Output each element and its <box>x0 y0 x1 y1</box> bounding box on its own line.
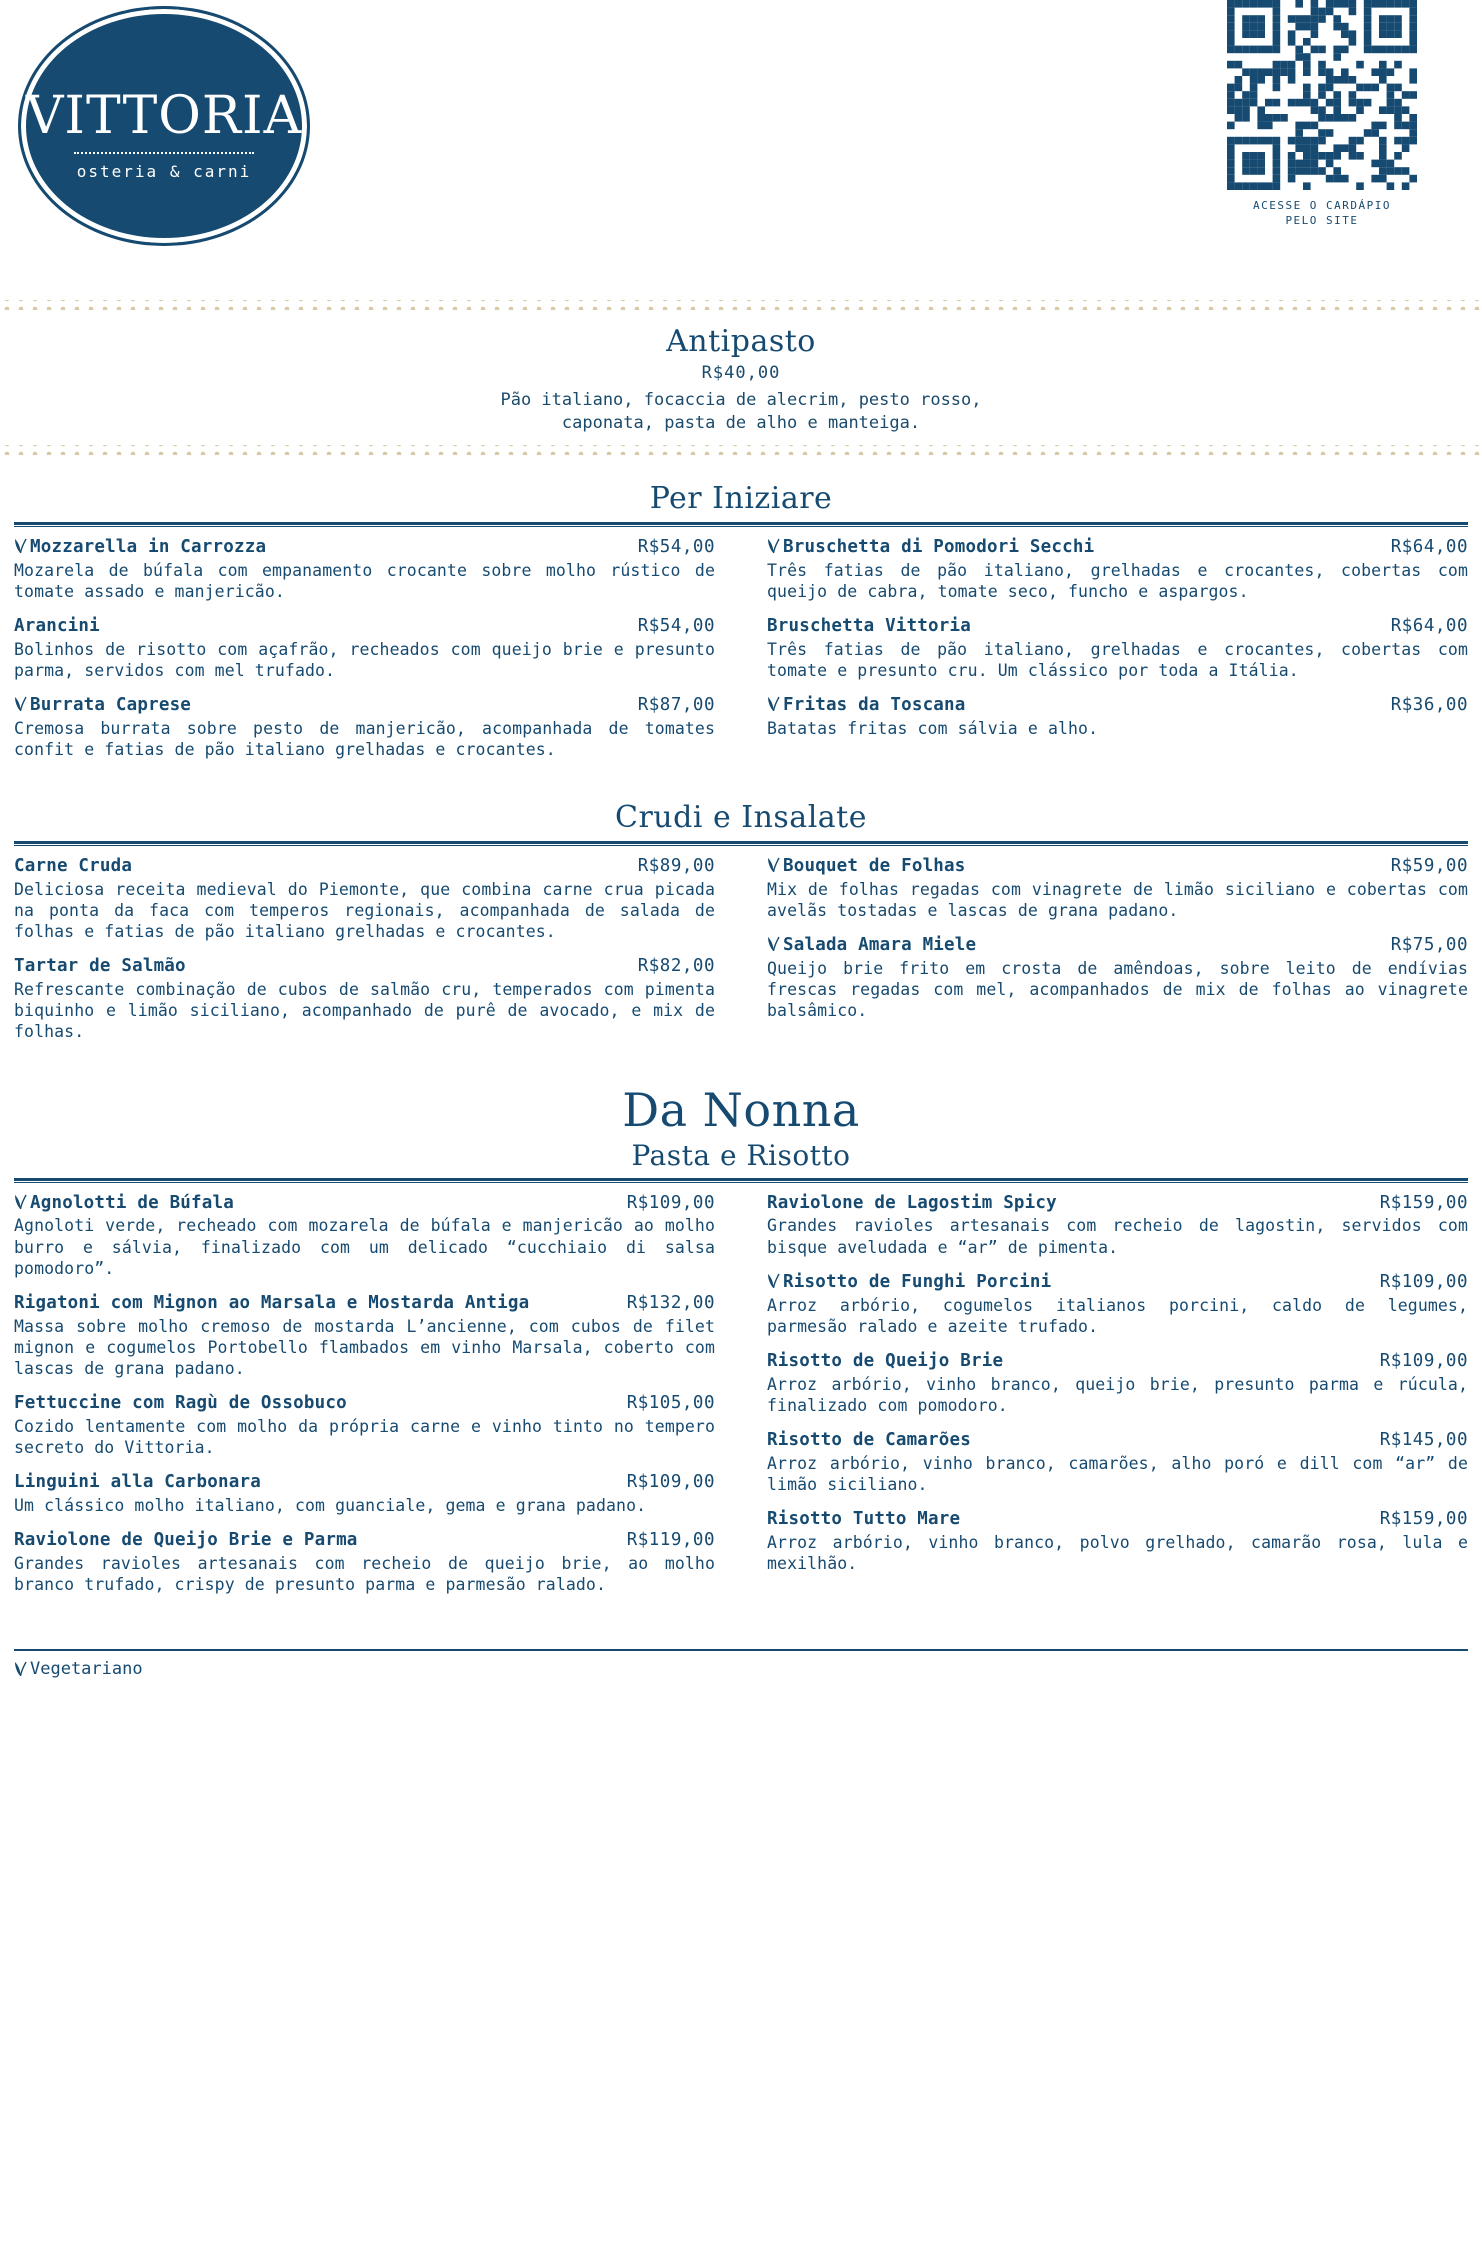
menu-item-name <box>767 1509 960 1531</box>
menu-item-name <box>767 616 971 638</box>
menu-item-name-text: Agnolotti de Búfala <box>30 1192 234 1213</box>
menu-item-header <box>14 1393 715 1415</box>
menu-item <box>767 1351 1468 1416</box>
menu-item-name-text: Fettuccine com Ragù de Ossobuco <box>14 1392 347 1413</box>
qr-caption-line-2: PELO SITE <box>1285 214 1359 228</box>
menu-item <box>14 956 715 1042</box>
menu-item-description: Deliciosa receita medieval do Piemonte, que combina carne crua picada na ponta da faca com temperos regionais, acompanhada de salada de folhas e fatias de pão italiano grelhadas e crocantes. <box>14 880 715 942</box>
menu-item-name-text: Mozzarella in Carrozza <box>30 536 267 557</box>
menu-item-price: R$159,00 <box>1379 1508 1468 1529</box>
section-divider <box>14 841 1468 846</box>
menu-item <box>14 616 715 681</box>
menu-item-description: Cremosa burrata sobre pesto de manjericão, acompanhada de tomates confit e fatias de pão italiano grelhadas e crocantes. <box>14 718 715 760</box>
menu-item-name <box>767 1272 1051 1294</box>
menu-item-price: R$64,00 <box>1390 615 1468 636</box>
menu-item-price: R$132,00 <box>626 1292 715 1313</box>
menu-item-name <box>14 856 132 878</box>
vegetarian-icon <box>767 696 780 712</box>
menu-item <box>14 1472 715 1516</box>
menu-item-description: Três fatias de pão italiano, grelhadas e crocantes, cobertas com queijo de cabra, tomate seco, funcho e aspargos. <box>767 560 1468 601</box>
menu-item-name-text: Risotto de Queijo Brie <box>767 1350 1004 1371</box>
menu-item-name-text: Tartar de Salmão <box>14 956 186 977</box>
vegetarian-icon <box>14 696 27 712</box>
menu-item-price: R$54,00 <box>637 615 715 636</box>
menu-item-description: Arroz arbório, cogumelos italianos porcini, caldo de legumes, parmesão ralado e azeite trufado. <box>767 1295 1468 1336</box>
vegetarian-icon <box>14 1661 27 1677</box>
menu-item <box>14 537 715 602</box>
qr-caption <box>1222 198 1422 229</box>
menu-item-name <box>14 1530 358 1552</box>
antipasto-title: Antipasto <box>666 324 816 359</box>
vegetarian-icon <box>14 1194 27 1210</box>
menu-item-price: R$145,00 <box>1379 1429 1468 1450</box>
menu-item-name <box>767 935 976 957</box>
da-nonna-divider <box>14 1178 1468 1183</box>
menu-item-name-text: Raviolone de Lagostim Spicy <box>767 1192 1057 1213</box>
menu-item-price: R$109,00 <box>1379 1350 1468 1371</box>
section-1-column-2 <box>767 537 1468 774</box>
menu-item-name <box>767 1193 1057 1215</box>
menu-footer <box>0 1649 1482 1697</box>
section-da-nonna <box>0 1083 1482 1610</box>
menu-item-name-text: Burrata Caprese <box>30 695 192 716</box>
menu-item-header <box>767 1272 1468 1294</box>
menu-item-price: R$82,00 <box>637 956 715 977</box>
menu-item-name <box>14 616 100 638</box>
menu-item-price: R$109,00 <box>626 1472 715 1493</box>
section-1-column-1 <box>14 537 715 774</box>
vegetarian-icon <box>767 1273 780 1289</box>
menu-item <box>767 856 1468 921</box>
vegetarian-icon <box>767 857 780 873</box>
section-1 <box>0 481 1482 774</box>
menu-item-price: R$89,00 <box>637 856 715 877</box>
menu-item-name <box>767 1351 1003 1373</box>
section-2-column-1 <box>14 856 715 1056</box>
menu-item <box>14 1293 715 1379</box>
menu-item <box>767 1193 1468 1258</box>
menu-item-name-text: Risotto de Funghi Porcini <box>783 1271 1052 1292</box>
menu-item-name-text: Fritas da Toscana <box>783 695 966 716</box>
antipasto-description-line-1: Pão italiano, focaccia de alecrim, pesto rosso, <box>500 390 982 410</box>
menu-item <box>767 537 1468 602</box>
menu-item-description: Massa sobre molho cremoso de mostarda L’ancienne, com cubos de filet mignon e cogumelos Portobello flambados em vinho Marsala, coberto com lascas de grana padano. <box>14 1316 715 1378</box>
da-nonna-column-1 <box>14 1193 715 1610</box>
menu-item-header <box>14 695 715 717</box>
menu-item-name-text: Raviolone de Queijo Brie e Parma <box>14 1530 358 1551</box>
menu-item-name <box>14 1293 529 1315</box>
menu-item-price: R$87,00 <box>637 695 715 716</box>
menu-item-name <box>14 1393 347 1415</box>
da-nonna-column-2 <box>767 1193 1468 1610</box>
vegetarian-icon <box>14 538 27 554</box>
menu-item-price: R$105,00 <box>626 1392 715 1413</box>
qr-code-icon[interactable] <box>1227 0 1417 190</box>
menu-item-name <box>767 695 966 717</box>
menu-item-price: R$36,00 <box>1390 695 1468 716</box>
section-divider <box>14 522 1468 527</box>
antipasto-block <box>0 310 1482 445</box>
menu-header <box>0 0 1482 300</box>
menu-item-header <box>14 1193 715 1215</box>
menu-sections <box>0 481 1482 1057</box>
menu-item <box>767 616 1468 681</box>
menu-item <box>767 935 1468 1021</box>
menu-item-name-text: Risotto Tutto Mare <box>767 1508 961 1529</box>
menu-item-price: R$75,00 <box>1390 935 1468 956</box>
menu-item-header <box>14 1472 715 1494</box>
menu-item <box>14 1530 715 1595</box>
menu-item-header <box>767 537 1468 559</box>
menu-item-name-text: Risotto de Camarões <box>767 1429 971 1450</box>
menu-item-description: Agnoloti verde, recheado com mozarela de búfala e manjericão ao molho burro e sálvia, finalizado com um delicado “cucchiaio di salsa pomodoro”. <box>14 1216 715 1278</box>
da-nonna-columns <box>14 1193 1468 1610</box>
menu-item-header <box>14 956 715 978</box>
vegetarian-legend-label: Vegetariano <box>30 1659 143 1680</box>
menu-item-name <box>14 695 191 717</box>
qr-caption-line-1: ACESSE O CARDÁPIO <box>1252 199 1392 212</box>
menu-item-header <box>767 1430 1468 1452</box>
menu-item-name-text: Bruschetta Vittoria <box>767 615 971 636</box>
menu-item-price: R$109,00 <box>1379 1271 1468 1292</box>
vegetarian-icon <box>767 936 780 952</box>
section-2-column-2 <box>767 856 1468 1056</box>
menu-item-header <box>767 935 1468 957</box>
brand-name: VITTORIA <box>25 85 303 146</box>
section-2 <box>0 800 1482 1056</box>
menu-item-name-text: Arancini <box>14 615 100 636</box>
menu-item-header <box>14 616 715 638</box>
menu-item-price: R$119,00 <box>626 1530 715 1551</box>
antipasto-description-line-2: caponata, pasta de alho e manteiga. <box>561 412 921 433</box>
menu-item-header <box>767 1509 1468 1531</box>
menu-item-header <box>767 856 1468 878</box>
menu-item-description: Arroz arbório, vinho branco, polvo grelhado, camarão rosa, lula e mexilhão. <box>767 1532 1468 1573</box>
antipasto-band <box>0 300 1482 455</box>
menu-item-header <box>14 1530 715 1552</box>
menu-item <box>14 856 715 942</box>
menu-item-name <box>767 1430 971 1452</box>
menu-item-name <box>14 537 266 559</box>
menu-item <box>767 1509 1468 1574</box>
section-title: Per Iniziare <box>649 480 833 516</box>
menu-item-description: Três fatias de pão italiano, grelhadas e crocantes, cobertas com tomate e presunto cru. Um clássico por toda a Itália. <box>767 639 1468 680</box>
qr-code-block[interactable] <box>1222 0 1422 229</box>
logo-badge <box>18 6 310 246</box>
brand-logo <box>18 6 318 256</box>
menu-item-name-text: Rigatoni com Mignon ao Marsala e Mostarda Antiga <box>14 1292 530 1313</box>
menu-item-description: Arroz arbório, vinho branco, camarões, alho poró e dill com “ar” de limão siciliano. <box>767 1453 1468 1494</box>
menu-item-header <box>767 616 1468 638</box>
menu-item-description: Queijo brie frito em crosta de amêndoas, sobre leito de endívias frescas regadas com mel, acompanhados de mix de folhas ao vinagrete balsâmico. <box>767 959 1468 1021</box>
menu-item-description: Grandes ravioles artesanais com recheio de queijo brie, ao molho branco trufado, crispy de presunto parma e parmesão ralado. <box>14 1553 715 1595</box>
menu-item-description: Um clássico molho italiano, com guanciale, gema e grana padano. <box>14 1495 647 1515</box>
menu-item <box>767 1430 1468 1495</box>
menu-item-description: Refrescante combinação de cubos de salmão cru, temperados com pimenta biquinho e limão siciliano, acompanhado de purê de avocado, e mix de folhas. <box>14 980 715 1042</box>
menu-item-description: Grandes ravioles artesanais com recheio de lagostin, servidos com bisque aveludada e “ar” de pimenta. <box>767 1216 1468 1257</box>
menu-item-description: Arroz arbório, vinho branco, queijo brie, presunto parma e rúcula, finalizado com pomodoro. <box>767 1374 1468 1415</box>
menu-item <box>14 1393 715 1458</box>
menu-item <box>767 695 1468 739</box>
menu-item-name-text: Bouquet de Folhas <box>783 856 966 877</box>
menu-item-description: Mozarela de búfala com empanamento crocante sobre molho rústico de tomate assado e manjericão. <box>14 560 715 601</box>
menu-item-name <box>14 956 186 978</box>
menu-item-price: R$54,00 <box>637 536 715 557</box>
menu-item-description: Cozido lentamente com molho da própria carne e vinho tinto no tempero secreto do Vittoria. <box>14 1416 715 1457</box>
da-nonna-subtitle: Pasta e Risotto <box>631 1138 851 1172</box>
menu-item-name-text: Carne Cruda <box>14 856 133 877</box>
footer-divider <box>14 1649 1468 1651</box>
vegetarian-legend <box>14 1659 1468 1679</box>
menu-item <box>14 695 715 760</box>
menu-item-header <box>767 1351 1468 1373</box>
section-title: Crudi e Insalate <box>615 800 867 836</box>
section-columns <box>14 856 1468 1056</box>
menu-item-name-text: Salada Amara Miele <box>783 935 977 956</box>
da-nonna-title: Da Nonna <box>622 1082 860 1137</box>
menu-item-name-text: Bruschetta di Pomodori Secchi <box>783 536 1095 557</box>
menu-item-name <box>767 856 966 878</box>
menu-item-price: R$109,00 <box>626 1192 715 1213</box>
menu-item-price: R$159,00 <box>1379 1192 1468 1213</box>
menu-item <box>767 1272 1468 1337</box>
brand-tagline: osteria & carni <box>76 161 252 181</box>
menu-item <box>14 1193 715 1279</box>
menu-item-header <box>767 695 1468 717</box>
menu-item-name-text: Linguini alla Carbonara <box>14 1472 261 1493</box>
menu-item-header <box>767 1193 1468 1215</box>
menu-item-description: Batatas fritas com sálvia e alho. <box>767 718 1099 738</box>
menu-item-description: Mix de folhas regadas com vinagrete de limão siciliano e cobertas com avelãs tostadas e lascas de grana padano. <box>767 880 1468 921</box>
menu-item-price: R$64,00 <box>1390 536 1468 557</box>
menu-item-description: Bolinhos de risotto com açafrão, recheados com queijo brie e presunto parma, servidos com mel trufado. <box>14 639 715 680</box>
logo-divider <box>74 152 254 154</box>
dotted-divider-bottom <box>0 445 1482 455</box>
section-columns <box>14 537 1468 774</box>
vegetarian-icon <box>767 538 780 554</box>
menu-item-header <box>14 1293 715 1315</box>
antipasto-price: R$40,00 <box>701 363 781 383</box>
menu-item-name <box>14 1193 234 1215</box>
menu-item-header <box>14 537 715 559</box>
menu-item-header <box>14 856 715 878</box>
dotted-divider-top <box>0 300 1482 310</box>
menu-item-name <box>767 537 1094 559</box>
menu-item-name <box>14 1472 261 1494</box>
menu-item-price: R$59,00 <box>1390 856 1468 877</box>
